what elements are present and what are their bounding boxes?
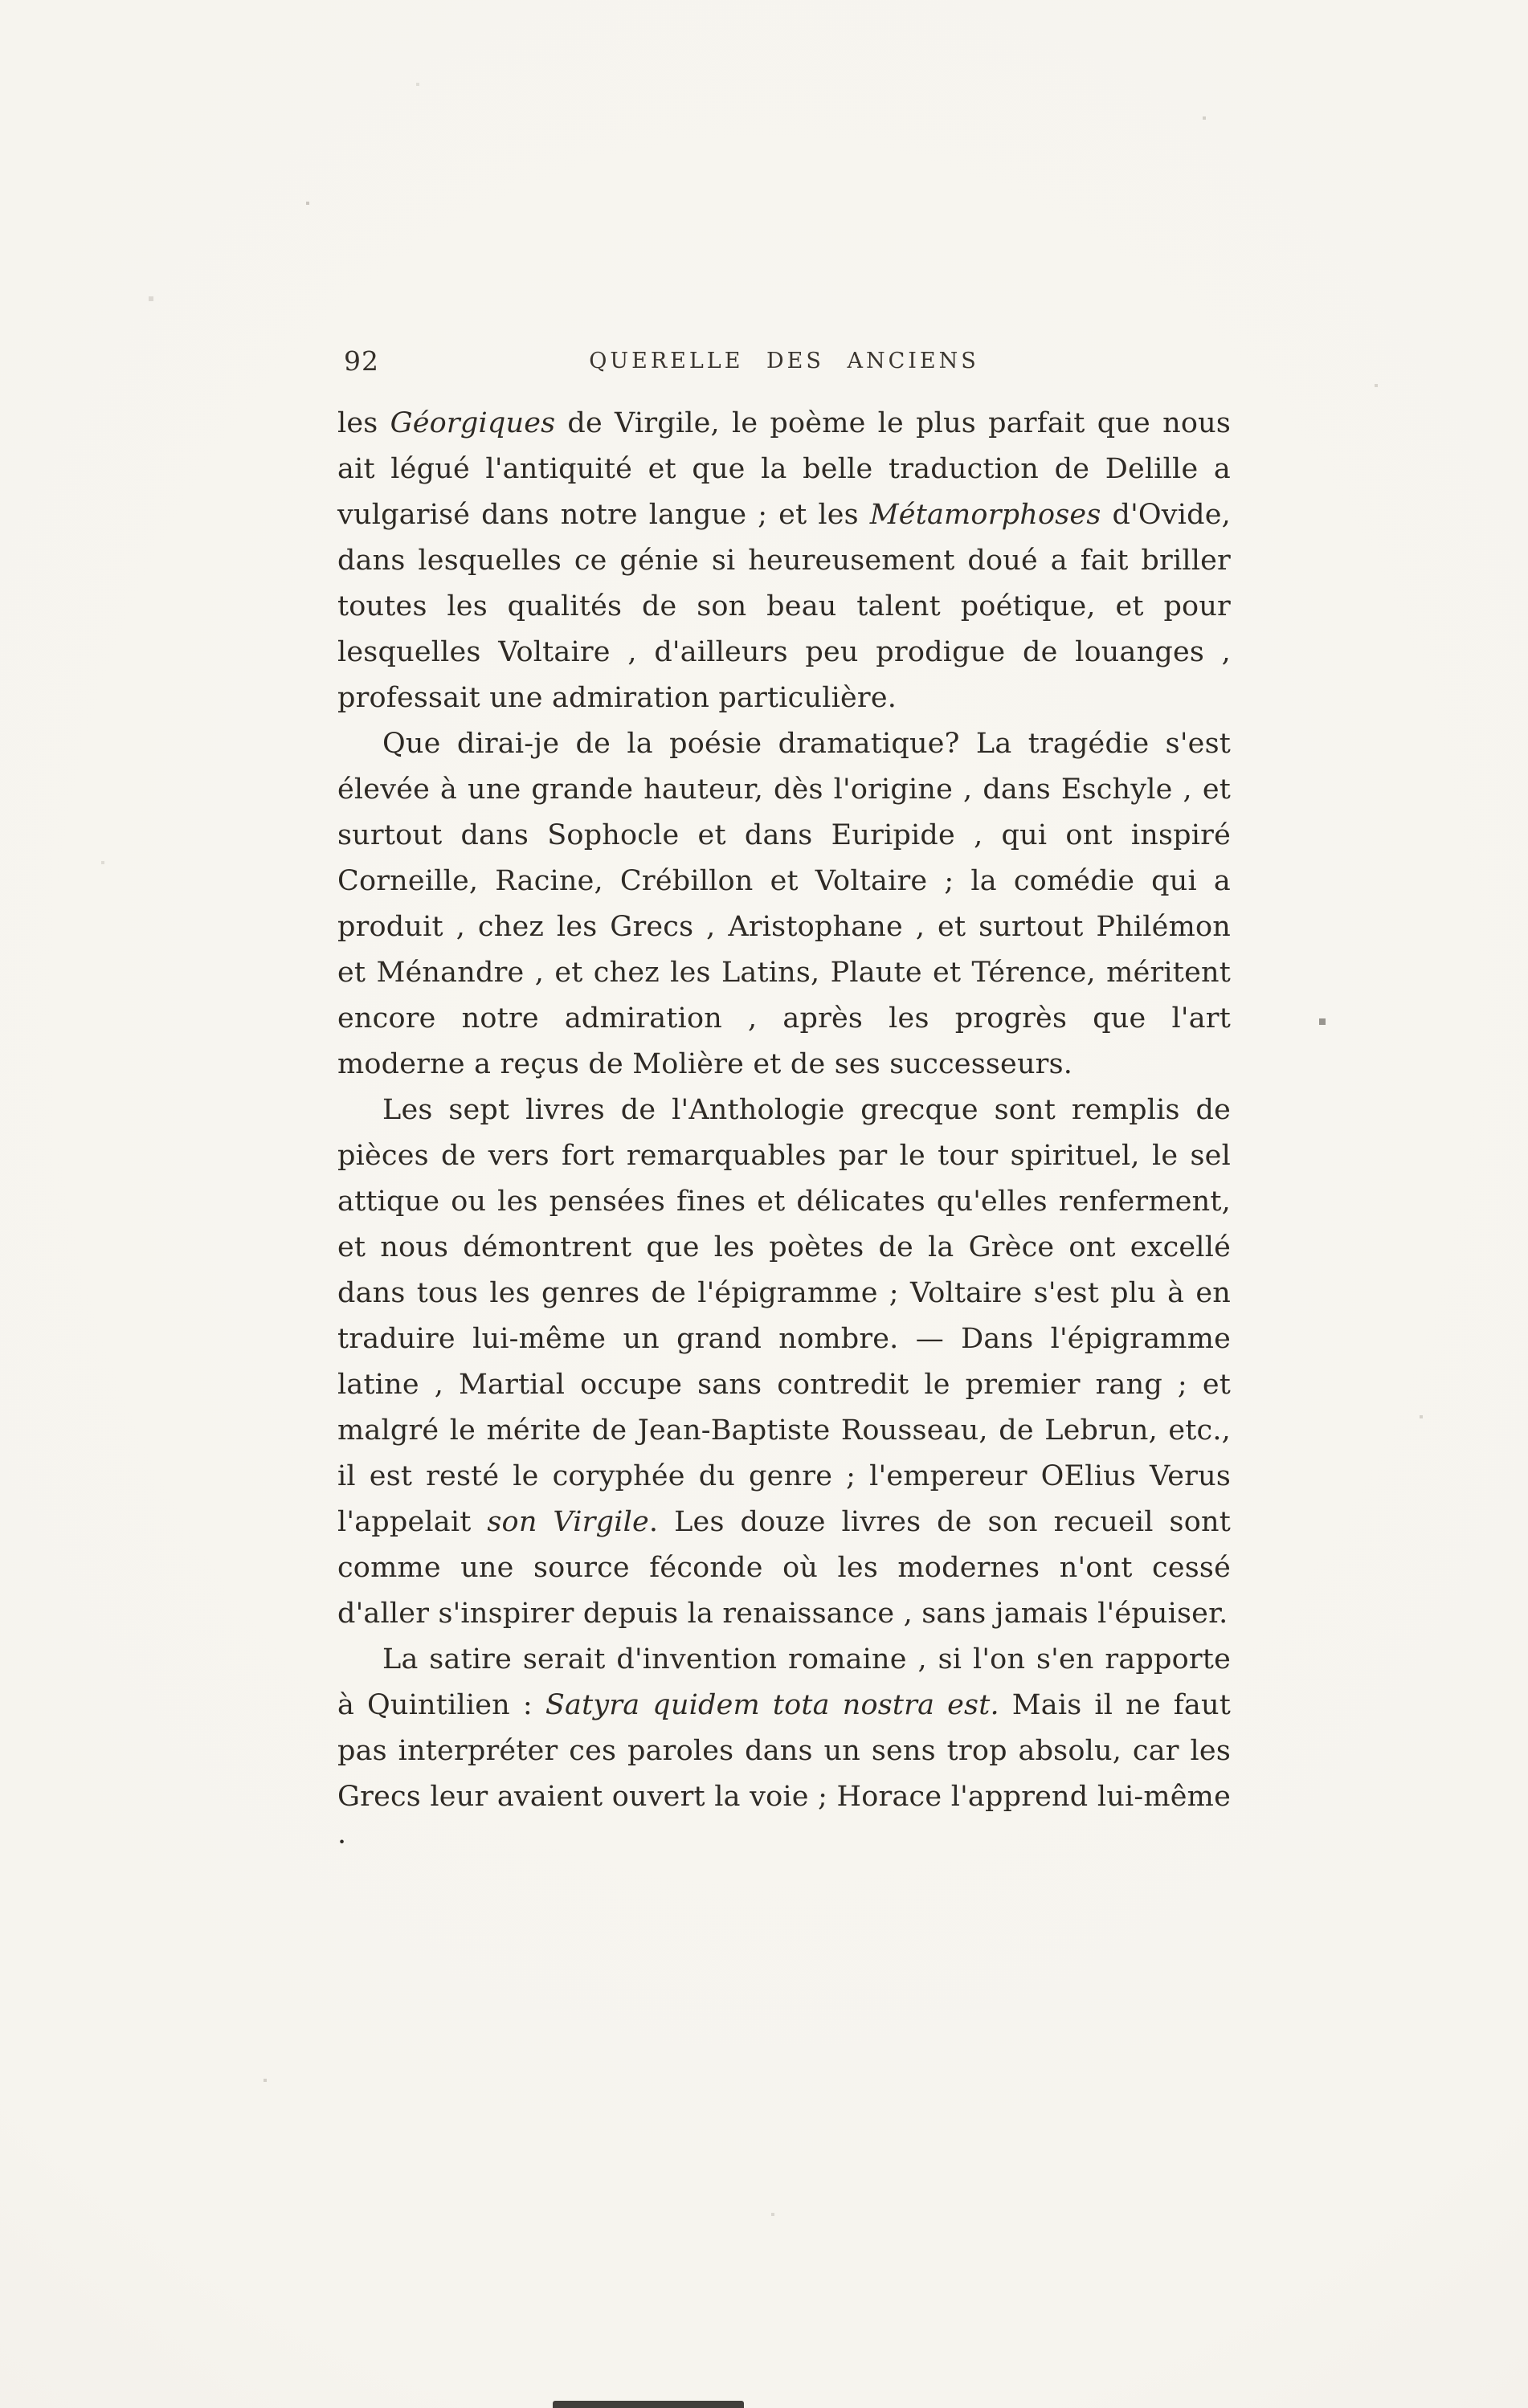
italic-work-title: Géorgiques — [390, 407, 556, 439]
text-segment: les — [337, 407, 390, 439]
running-title: QUERELLE DES ANCIENS — [589, 349, 979, 373]
text-segment: . Les douze livres de son recueil sont comme une source féconde où les modernes n'ont cessé d'aller s'inspirer depuis la renaissance , sans jamais l'épuiser. — [337, 1506, 1231, 1630]
body-text — [337, 401, 1231, 1866]
page-number: 92 — [344, 345, 379, 377]
text-segment: d'Ovide, dans lesquelles ce génie si heureusement doué a fait briller toutes les qualités de son beau talent poétique, et pour lesquelles Voltaire , d'ailleurs peu prodigue de louanges , professait une admiration particulière. — [337, 499, 1231, 714]
paragraph — [337, 721, 1231, 1088]
paragraph — [337, 1637, 1231, 1866]
italic-work-title: Métamorphoses — [869, 499, 1101, 531]
paragraph — [337, 1088, 1231, 1637]
text-segment: Mais il ne faut pas interpréter ces paroles dans un sens trop absolu, car les Grecs leur avaient ouvert la voie ; Horace l'apprend lui-même · — [337, 1689, 1231, 1859]
text-segment: de Virgile, le poème le plus parfait que nous ait légué l'antiquité et que la belle traduction de Delille a vulgarisé dans notre langue ; et les — [337, 407, 1231, 531]
page-header — [337, 345, 1231, 381]
scan-edge-mark — [553, 2401, 744, 2408]
paragraph — [337, 401, 1231, 721]
italic-work-title: Satyra quidem tota nostra est. — [545, 1689, 999, 1721]
text-segment: La satire serait d'invention romaine , si l'on s'en rapporte à Quintilien : — [337, 1643, 1231, 1721]
italic-work-title: son Virgile — [487, 1506, 649, 1538]
text-segment: Que dirai-je de la poésie dramatique? La tragédie s'est élevée à une grande hauteur, dès l'origine , dans Eschyle , et surtout dans Sophocle et dans Euripide , qui ont inspiré Corneille, Racine, Crébillon et Voltaire ; la comédie qui a produit , chez les Grecs , Aristophane , et surtout Philémon et Ménandre , et chez les Latins, Plaute et Térence, méritent encore notre admiration , après les progrès que l'art moderne a reçus de Molière et de ses successeurs. — [337, 728, 1231, 1080]
text-segment: Les sept livres de l'Anthologie grecque sont remplis de pièces de vers fort remarquables par le tour spirituel, le sel attique ou les pensées fines et délicates qu'elles renferment, et nous démontrent que les poètes de la Grèce ont excellé dans tous les genres de l'épigramme ; Voltaire s'est plu à en traduire lui-même un grand nombre. — Dans l'épigramme latine , Martial occupe sans contredit le premier rang ; et malgré le mérite de Jean-Baptiste Rousseau, de Lebrun, etc., il est resté le coryphée du genre ; l'empereur OElius Verus l'appelait — [337, 1094, 1231, 1538]
